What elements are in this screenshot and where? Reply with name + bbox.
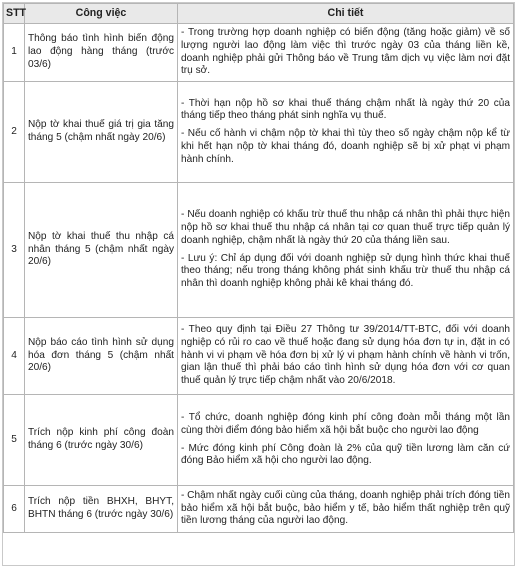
- row-number: 4: [4, 318, 25, 395]
- table-row: [4, 183, 514, 318]
- task-cell: Nộp tờ khai thuế thu nhập cá nhân tháng 5 (chậm nhất ngày 20/6): [25, 183, 178, 318]
- detail-cell: [178, 395, 514, 486]
- table-row: [4, 395, 514, 486]
- detail-cell: [178, 183, 514, 318]
- detail-paragraph: - Chậm nhất ngày cuối cùng của tháng, doanh nghiệp phải trích đóng tiền bảo hiểm xã hội bắt buộc, bảo hiểm y tế, bảo hiểm thất nghiệp trên quỹ tiền lương tháng của người lao động.: [181, 489, 510, 527]
- table-row: [4, 318, 514, 395]
- row-number: 6: [4, 486, 25, 533]
- header-task: Công việc: [25, 4, 178, 24]
- detail-cell: [178, 486, 514, 533]
- header-stt: STT: [4, 4, 25, 24]
- table-row: [4, 82, 514, 183]
- detail-paragraph: - Nếu cố hành vi chậm nộp tờ khai thì tùy theo số ngày chậm nộp kể từ khi hết hạn nộp tờ khai tháng đó, doanh nghiệp sẽ bị xử phạt vi phạm hành chính.: [181, 128, 510, 165]
- detail-paragraph: - Mức đóng kinh phí Công đoàn là 2% của quỹ tiền lương làm căn cứ đóng Bảo hiểm xã hội cho người lao động.: [181, 442, 510, 467]
- table-row: [4, 486, 514, 533]
- table-header-row: [4, 4, 514, 24]
- detail-paragraph: - Lưu ý: Chỉ áp dụng đối với doanh nghiệp sử dụng hình thức khai thuế theo tháng; nếu trong tháng không phát sinh khấu trừ thuế thu nhập cá nhân thì doanh nghiệp không phải kê khai tháng đó.: [181, 252, 510, 289]
- detail-paragraph: - Tổ chức, doanh nghiệp đóng kinh phí công đoàn mỗi tháng một lần cùng thời điểm đóng bảo hiểm xã hội bắt buộc cho người lao động: [181, 412, 510, 436]
- detail-cell: [178, 82, 514, 183]
- header-detail: Chi tiết: [178, 4, 514, 24]
- detail-paragraph: - Trong trường hợp doanh nghiệp có biến động (tăng hoặc giảm) về số lượng người lao động làm việc thì trước ngày 03 của tháng liền kề, doanh nghiệp phải gửi Thông báo về Trung tâm dịch vụ việc làm nơi đặt trụ sở.: [181, 27, 510, 77]
- task-cell: Trích nộp kinh phí công đoàn tháng 6 (trước ngày 30/6): [25, 395, 178, 486]
- detail-paragraph: - Thời hạn nộp hồ sơ khai thuế tháng chậm nhất là ngày thứ 20 của tháng tiếp theo tháng phát sinh nghĩa vụ thuế.: [181, 97, 510, 122]
- row-number: 1: [4, 24, 25, 82]
- row-number: 5: [4, 395, 25, 486]
- row-number: 3: [4, 183, 25, 318]
- schedule-table-frame: [2, 2, 515, 566]
- detail-paragraph: - Theo quy định tại Điều 27 Thông tư 39/2014/TT-BTC, đối với doanh nghiệp có rủi ro cao về thuế hoặc đang sử dụng hóa đơn tự in, đặt in có hành vi vi phạm về hóa đơn bị xử lý vi phạm hành chính về hành vi trốn, gian lận thuế thì phải báo cáo tình hình sử dụng hóa đơn với cơ quan thuế quản lý trực tiếp chậm nhất vào 20/6/2018.: [181, 324, 510, 387]
- table-row: [4, 24, 514, 82]
- task-cell: Nộp báo cáo tình hình sử dụng hóa đơn tháng 5 (chậm nhất 20/6): [25, 318, 178, 395]
- detail-paragraph: - Nếu doanh nghiệp có khấu trừ thuế thu nhập cá nhân thì phải thực hiện nộp hồ sơ khai thuế thu nhập cá nhân tại cơ quan thuế trực tiếp quản lý doanh nghiệp, chậm nhất là ngày thứ 20 của tháng liền sau.: [181, 209, 510, 246]
- schedule-table: [3, 3, 514, 533]
- row-number: 2: [4, 82, 25, 183]
- task-cell: Nộp tờ khai thuế giá trị gia tăng tháng 5 (chậm nhất ngày 20/6): [25, 82, 178, 183]
- detail-cell: [178, 24, 514, 82]
- detail-cell: [178, 318, 514, 395]
- task-cell: Trích nộp tiền BHXH, BHYT, BHTN tháng 6 (trước ngày 30/6): [25, 486, 178, 533]
- task-cell: Thông báo tình hình biến động lao động hàng tháng (trước 03/6): [25, 24, 178, 82]
